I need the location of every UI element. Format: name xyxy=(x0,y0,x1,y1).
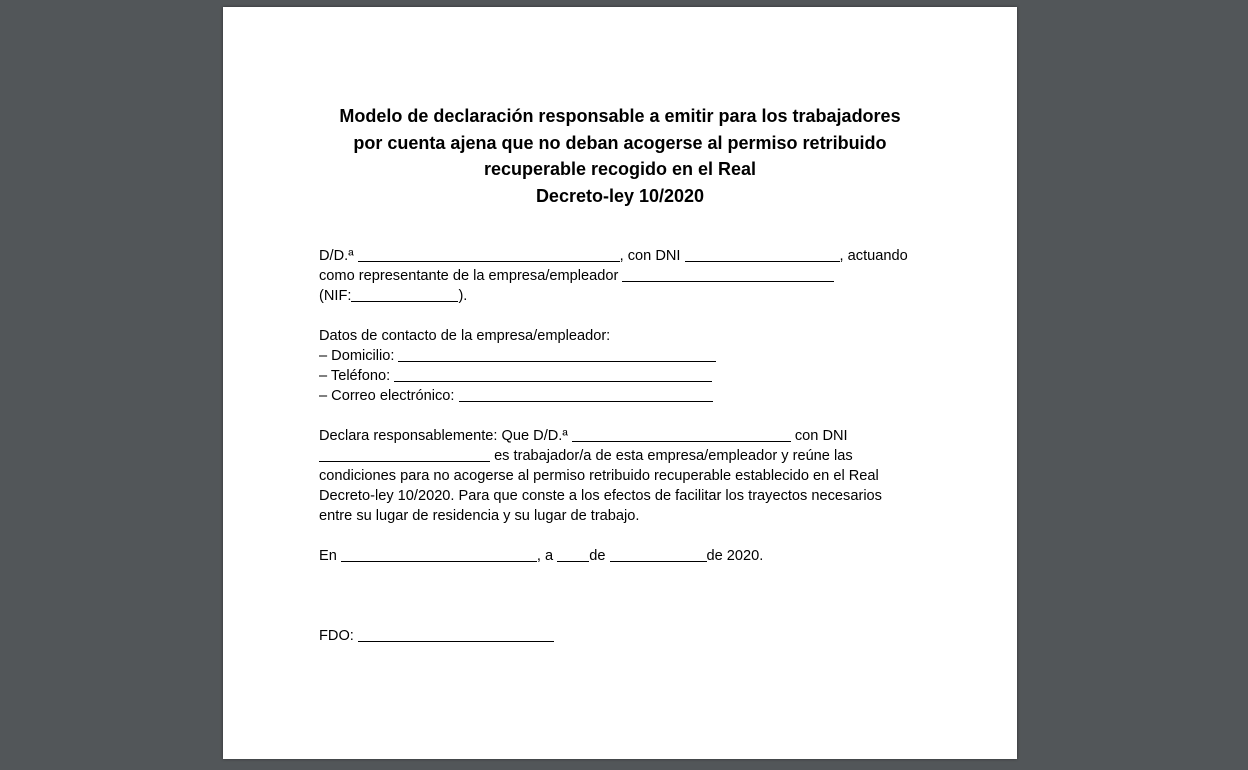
correo-blank[interactable] xyxy=(459,387,713,402)
signature-blank[interactable] xyxy=(358,627,554,642)
document-title xyxy=(223,103,1017,209)
title-line-1: Modelo de declaración responsable a emitir para los trabajadores xyxy=(339,106,901,126)
declaration-line-2-text: es trabajador/a de esta empresa/empleador y reúne las xyxy=(494,448,853,464)
contact-correo-line xyxy=(319,386,713,406)
declaration-line-4: Decreto-ley 10/2020. Para que conste a los efectos de facilitar los trayectos necesarios xyxy=(319,488,882,504)
dd-label: D/D.ª xyxy=(319,248,354,264)
document-page xyxy=(223,7,1017,759)
telefono-blank[interactable] xyxy=(394,367,712,382)
declaration-line-2 xyxy=(319,446,853,466)
title-line-4: Decreto-ley 10/2020 xyxy=(535,185,705,206)
place-date-line xyxy=(319,546,763,566)
correo-label: – Correo electrónico: xyxy=(319,388,455,404)
signature-label: FDO: xyxy=(319,628,354,644)
de-label: de xyxy=(589,548,606,564)
a-label: , a xyxy=(536,548,554,564)
name-blank[interactable] xyxy=(358,247,620,262)
title-line-2: por cuenta ajena que no deban acogerse al permiso retribuido xyxy=(353,132,887,153)
title-line-3: recuperable recogido en el Real xyxy=(483,159,757,179)
en-label: En xyxy=(319,548,337,564)
declaration-line-3: condiciones para no acogerse al permiso retribuido recuperable establecido en el Real xyxy=(319,468,879,484)
domicilio-label: – Domicilio: xyxy=(319,348,395,364)
contact-domicilio-line xyxy=(319,346,716,366)
nif-blank[interactable] xyxy=(351,287,458,302)
declaration-lead: Declara responsablemente: Que D/D.ª xyxy=(319,428,568,444)
contact-heading: Datos de contacto de la empresa/empleador: xyxy=(319,328,611,344)
contact-telefono-line xyxy=(319,366,712,386)
telefono-label: – Teléfono: xyxy=(319,368,391,384)
worker-dni-blank[interactable] xyxy=(319,447,490,462)
dni-blank[interactable] xyxy=(685,247,840,262)
company-blank[interactable] xyxy=(622,267,834,282)
identity-line-3 xyxy=(319,286,467,306)
month-blank[interactable] xyxy=(610,547,707,562)
nif-close-label: ). xyxy=(458,288,468,304)
day-blank[interactable] xyxy=(557,547,589,562)
identity-line-1 xyxy=(319,246,908,266)
acting-label: , actuando xyxy=(839,248,908,264)
declaration-line-1 xyxy=(319,426,848,446)
nif-open-label: (NIF: xyxy=(319,288,352,304)
signature-line xyxy=(319,626,554,646)
dni-label: , con DNI xyxy=(619,248,681,264)
identity-line-2 xyxy=(319,266,834,286)
worker-name-blank[interactable] xyxy=(572,427,791,442)
place-blank[interactable] xyxy=(341,547,537,562)
declaration-dni-label: con DNI xyxy=(794,428,848,444)
year-label: de 2020. xyxy=(706,548,764,564)
domicilio-blank[interactable] xyxy=(398,347,716,362)
declaration-line-5: entre su lugar de residencia y su lugar de trabajo. xyxy=(319,508,640,524)
representative-label: como representante de la empresa/empleador xyxy=(319,268,619,284)
